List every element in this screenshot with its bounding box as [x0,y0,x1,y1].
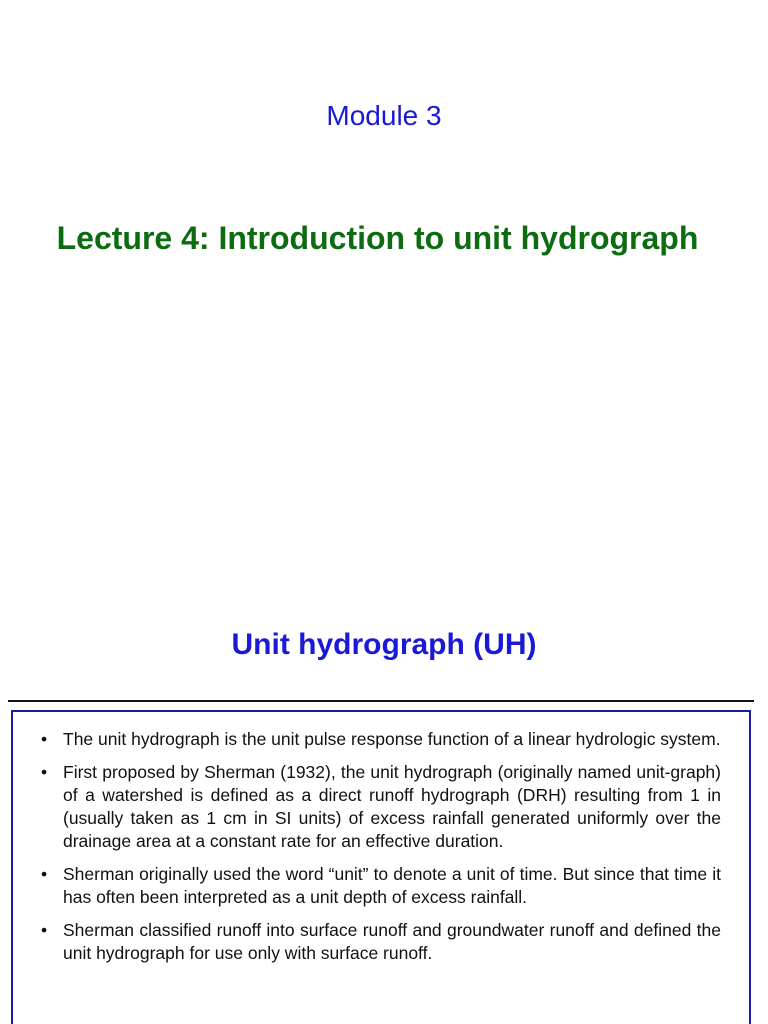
content-box [11,710,751,1024]
bullet-icon: • [41,864,48,884]
bullet-text: First proposed by Sherman (1932), the unit hydrograph (originally named unit-graph) of a watershed is defined as a direct runoff hydrograph (DRH) resulting from 1 in (usually taken as 1 cm in SI units) of excess rainfall generated uniformly over the drainage area at a constant rate for an effective duration. [63,762,721,851]
lecture-title: Lecture 4: Introduction to unit hydrograph [56,220,699,256]
bullet-list [41,728,721,965]
module-title: Module 3 [326,100,442,131]
bullet-icon: • [41,920,48,940]
bullet-icon: • [41,729,48,749]
bullet-item [41,919,721,965]
horizontal-divider [8,700,754,702]
bullet-text: Sherman classified runoff into surface runoff and groundwater runoff and defined the unit hydrograph for use only with surface runoff. [63,920,721,963]
bullet-text: The unit hydrograph is the unit pulse response function of a linear hydrologic system. [63,729,721,749]
bullet-icon: • [41,762,48,782]
bullet-item [41,863,721,909]
section-title: Unit hydrograph (UH) [231,628,537,661]
bullet-text: Sherman originally used the word “unit” to denote a unit of time. But since that time it has often been interpreted as a unit depth of excess rainfall. [63,864,721,907]
bullet-item [41,728,721,751]
bullet-item [41,761,721,853]
